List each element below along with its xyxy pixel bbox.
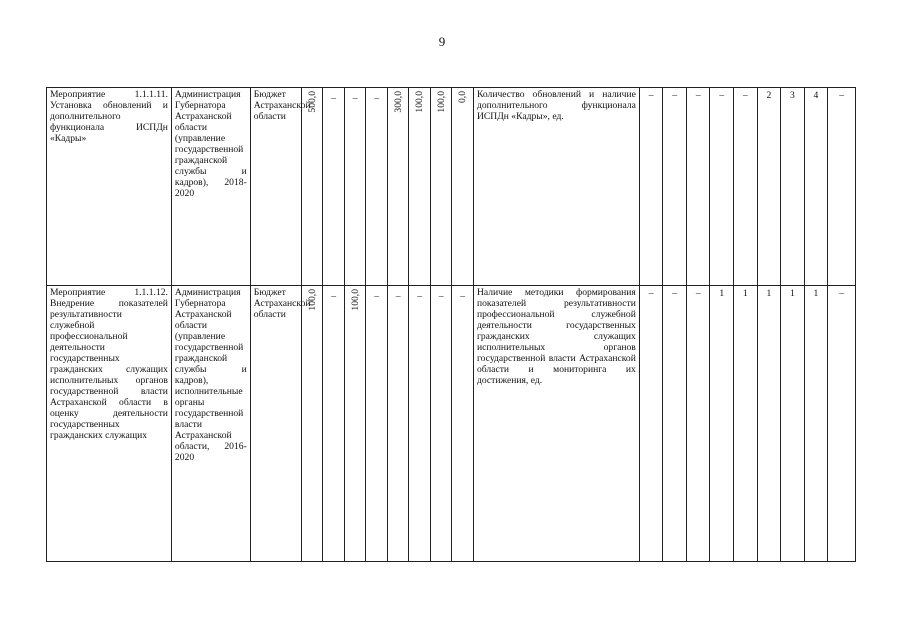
indicator-value-cell: 1	[757, 286, 781, 562]
responsible-cell: Администрация Губернатора Астраханской области (управление государственной гражданской службы и кадров), 2018-2020	[171, 88, 250, 286]
table-row	[47, 88, 856, 286]
indicator-value-cell: –	[686, 286, 710, 562]
indicator-value-cell: 1	[804, 286, 828, 562]
finance-cell	[344, 286, 366, 562]
finance-cell	[430, 286, 452, 562]
finance-value: –	[352, 93, 358, 104]
funding-source-cell: Бюджет Астраханской области	[250, 286, 301, 562]
indicator-value-cell: 1	[710, 286, 734, 562]
finance-cell	[409, 88, 431, 286]
finance-value: 100,0	[306, 289, 318, 311]
finance-cell	[430, 88, 452, 286]
table-row	[47, 286, 856, 562]
finance-value: 100,0	[435, 91, 447, 113]
finance-value: 0,0	[457, 91, 469, 103]
finance-value: –	[331, 93, 337, 104]
indicator-value-cell: –	[734, 88, 758, 286]
finance-cell	[409, 286, 431, 562]
indicator-value-cell: 3	[781, 88, 805, 286]
finance-cell	[323, 88, 345, 286]
finance-value: –	[417, 291, 423, 302]
indicator-value-cell: 2	[757, 88, 781, 286]
finance-cell	[344, 88, 366, 286]
funding-source-cell: Бюджет Астраханской области	[250, 88, 301, 286]
indicator-value-cell: –	[828, 88, 856, 286]
finance-value: 100,0	[349, 289, 361, 311]
finance-value: –	[395, 291, 401, 302]
page-number: 9	[438, 34, 446, 49]
finance-cell	[387, 88, 409, 286]
finance-value: 500,0	[306, 91, 318, 113]
indicator-value-cell: 4	[804, 88, 828, 286]
finance-value: 100,0	[414, 91, 426, 113]
indicator-value-cell: –	[639, 286, 663, 562]
finance-value: –	[438, 291, 444, 302]
responsible-cell: Администрация Губернатора Астраханской области (управление государственной гражданской службы и кадров), исполнительные органы государственной власти Астраханской области, 2016-2020	[171, 286, 250, 562]
finance-cell	[452, 88, 474, 286]
finance-cell	[366, 88, 388, 286]
event-cell: Мероприятие 1.1.1.12. Внедрение показателей результативности служебной профессиональной деятельности государственных гражданских служащих исполнительных органов государственной власти Астраханской области в оценку деятельности государственных гражданских служащих	[47, 286, 172, 562]
indicator-cell: Наличие методики формирования показателей результативности профессиональной служебной деятельности государственных гражданских служащих исполнительных органов государственной власти Астраханской области и мониторинга их достижения, ед.	[473, 286, 639, 562]
finance-cell	[301, 88, 323, 286]
indicator-value-cell: –	[639, 88, 663, 286]
finance-value: –	[460, 291, 466, 302]
indicator-cell: Количество обновлений и наличие дополнительного функционала ИСПДн «Кадры», ед.	[473, 88, 639, 286]
indicator-value-cell: –	[663, 286, 687, 562]
finance-cell	[366, 286, 388, 562]
indicator-value-cell: 1	[734, 286, 758, 562]
finance-value: –	[374, 291, 380, 302]
finance-value: –	[374, 93, 380, 104]
finance-value: –	[331, 291, 337, 302]
indicator-value-cell: –	[710, 88, 734, 286]
finance-cell	[301, 286, 323, 562]
indicator-value-cell: 1	[781, 286, 805, 562]
finance-cell	[387, 286, 409, 562]
program-table	[46, 87, 856, 562]
indicator-value-cell: –	[828, 286, 856, 562]
finance-cell	[323, 286, 345, 562]
event-cell: Мероприятие 1.1.1.11. Установка обновлений и дополнительного функционала ИСПДн «Кадры»	[47, 88, 172, 286]
finance-cell	[452, 286, 474, 562]
finance-value: 300,0	[392, 91, 404, 113]
indicator-value-cell: –	[686, 88, 710, 286]
indicator-value-cell: –	[663, 88, 687, 286]
